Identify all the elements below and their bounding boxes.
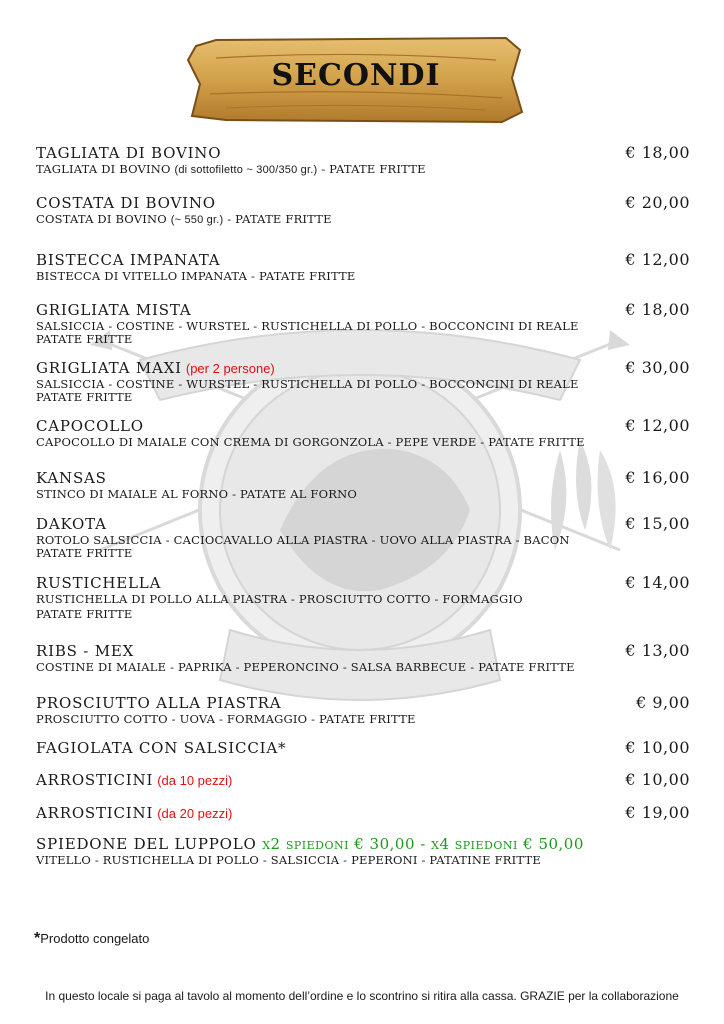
item-price: € 18,00 [625,143,690,162]
item-note-green: x2 spiedoni € 30,00 - x4 spiedoni € 50,00 [262,835,584,853]
item-price: € 20,00 [625,193,690,212]
list-item [36,468,690,514]
footnote [34,930,149,948]
item-description-line2: PATATE FRITTE [36,390,133,404]
item-name: ARROSTICINI (da 10 pezzi) [36,771,233,789]
footnote-text: Prodotto congelato [40,931,150,946]
list-item [36,693,690,738]
item-price: € 12,00 [625,416,690,435]
item-name: GRIGLIATA MISTA [36,301,192,319]
item-price: € 19,00 [625,803,690,822]
list-item [36,514,690,573]
item-name: GRIGLIATA MAXI (per 2 persone) [36,359,275,377]
list-item [36,770,690,803]
list-item [36,641,690,693]
item-name: PROSCIUTTO ALLA PIASTRA [36,694,282,712]
list-item [36,143,690,193]
item-description: BISTECCA DI VITELLO IMPANATA - PATATE FRITTE [36,269,356,283]
list-item [36,300,690,358]
list-item [36,834,690,874]
item-note: (da 10 pezzi) [157,773,233,788]
item-name: FAGIOLATA CON SALSICCIA* [36,739,287,757]
asterisk-icon: * [34,930,41,947]
item-price: € 10,00 [625,738,690,757]
item-price: € 13,00 [625,641,690,660]
item-description-line2: PATATE FRITTE [36,546,133,560]
item-name: DAKOTA [36,515,107,533]
item-name: SPIEDONE DEL LUPPOLO x2 spiedoni € 30,00 - x4 spiedoni € 50,00 [36,835,584,853]
list-item [36,250,690,300]
item-description: STINCO DI MAIALE AL FORNO - PATATE AL FORNO [36,487,357,501]
item-description: TAGLIATA DI BOVINO (di sottofiletto ~ 300/350 gr.) - PATATE FRITTE [36,162,426,176]
list-item [36,193,690,250]
item-price: € 15,00 [625,514,690,533]
item-description: RUSTICHELLA DI POLLO ALLA PIASTRA - PROSCIUTTO COTTO - FORMAGGIO [36,592,523,606]
item-note: (per 2 persone) [185,361,275,376]
item-name: BISTECCA IMPANATA [36,251,221,269]
item-name: ARROSTICINI (da 20 pezzi) [36,804,233,822]
item-price: € 16,00 [625,468,690,487]
item-price: € 10,00 [625,770,690,789]
item-description: ROTOLO SALSICCIA - CACIOCAVALLO ALLA PIASTRA - UOVO ALLA PIASTRA - BACON [36,533,570,547]
menu-list [36,143,690,874]
footer-note: In questo locale si paga al tavolo al momento dell’ordine e lo scontrino si ritira alla cassa. GRAZIE per la collaborazione [45,989,679,1003]
item-name: KANSAS [36,469,107,487]
item-description-line2: PATATE FRITTE [36,332,133,346]
item-name: TAGLIATA DI BOVINO [36,144,222,162]
list-item [36,738,690,770]
page-title: SECONDI [271,58,441,93]
item-note: (da 20 pezzi) [157,806,233,821]
list-item [36,803,690,834]
item-price: € 12,00 [625,250,690,269]
item-price: € 9,00 [636,693,690,712]
item-description: COSTATA DI BOVINO (~ 550 gr.) - PATATE FRITTE [36,212,332,226]
list-item [36,358,690,416]
item-name: RIBS - MEX [36,642,135,660]
item-description: PROSCIUTTO COTTO - UOVA - FORMAGGIO - PATATE FRITTE [36,712,416,726]
item-description-line2: PATATE FRITTE [36,607,133,621]
list-item [36,573,690,641]
item-description: COSTINE DI MAIALE - PAPRIKA - PEPERONCINO - SALSA BARBECUE - PATATE FRITTE [36,660,575,674]
item-description: SALSICCIA - COSTINE - WURSTEL - RUSTICHELLA DI POLLO - BOCCONCINI DI REALE [36,319,579,333]
item-description: VITELLO - RUSTICHELLA DI POLLO - SALSICCIA - PEPERONI - PATATINE FRITTE [36,853,541,867]
item-name: COSTATA DI BOVINO [36,194,216,212]
item-name: RUSTICHELLA [36,574,162,592]
item-name: CAPOCOLLO [36,417,144,435]
item-price: € 18,00 [625,300,690,319]
list-item [36,416,690,468]
item-description: SALSICCIA - COSTINE - WURSTEL - RUSTICHELLA DI POLLO - BOCCONCINI DI REALE [36,377,579,391]
wooden-sign-header [186,30,526,130]
item-description: CAPOCOLLO DI MAIALE CON CREMA DI GORGONZOLA - PEPE VERDE - PATATE FRITTE [36,435,585,449]
item-price: € 14,00 [625,573,690,592]
item-price: € 30,00 [625,358,690,377]
